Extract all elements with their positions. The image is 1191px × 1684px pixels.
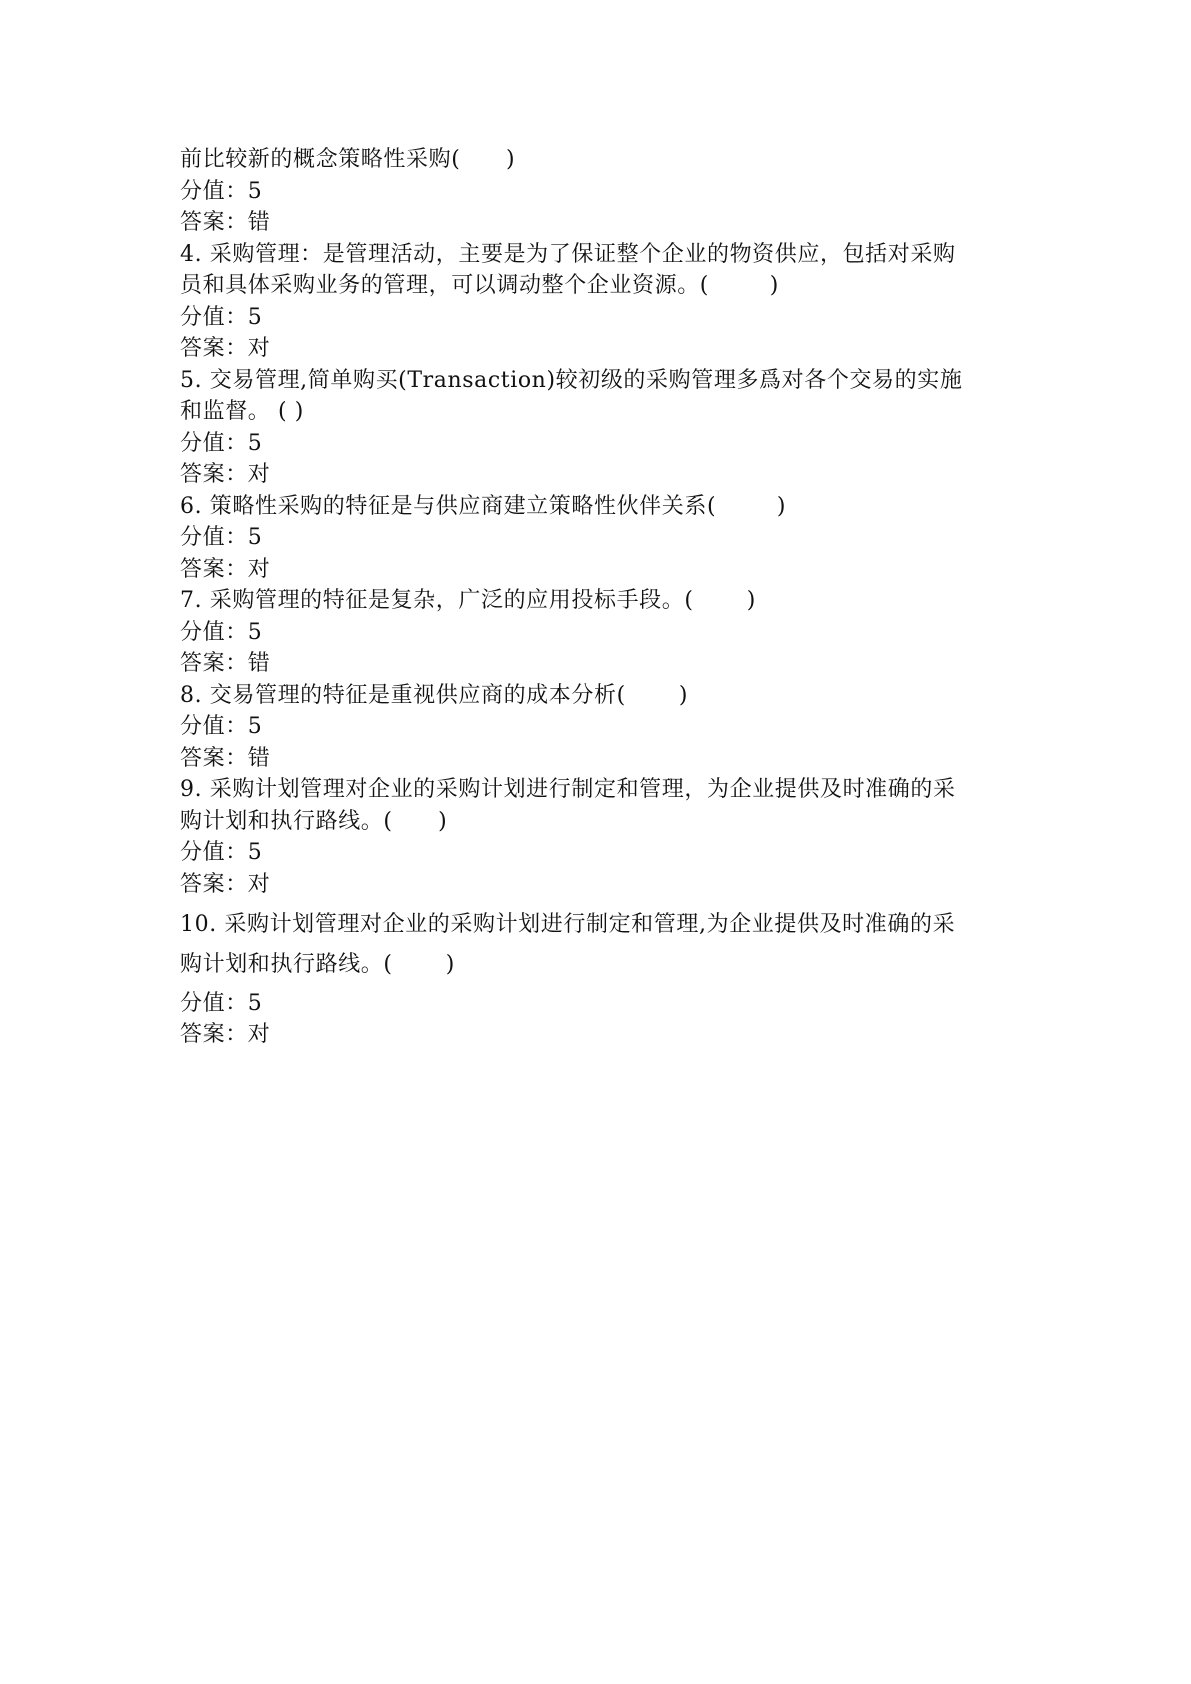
answer-line: 答案：对 [180,556,271,582]
question-text: 8. 交易管理的特征是重视供应商的成本分析( ) [180,682,689,708]
question-text: 9. 采购计划管理对企业的采购计划进行制定和管理，为企业提供及时准确的采 [180,777,956,802]
question-8 [180,680,1020,775]
answer-line: 答案：对 [180,462,271,487]
document-body [180,144,1020,1051]
question-text: 7. 采购管理的特征是复杂，广泛的应用投标手段。( ) [180,588,756,613]
score-line: 分值：5 [180,619,263,645]
score-line: 分值：5 [180,525,263,550]
score-line: 分值：5 [180,840,263,865]
question-text: 和监督。 ( ) [180,399,304,424]
answer-line: 答案：错 [180,745,271,771]
question-text: 6. 策略性采购的特征是与供应商建立策略性伙伴关系( ) [180,493,787,519]
question-6 [180,491,1020,586]
question-10 [180,909,1020,1051]
question-7 [180,585,1020,680]
question-text: 10. 采购计划管理对企业的采购计划进行制定和管理,为企业提供及时准确的采 [180,912,956,937]
answer-line: 答案：错 [180,210,271,235]
answer-line: 答案：对 [180,336,271,361]
score-line: 分值：5 [180,990,263,1016]
score-line: 分值：5 [180,430,263,456]
question-text: 购计划和执行路线。( ) [180,808,448,834]
score-line: 分值：5 [180,304,263,330]
question-9 [180,774,1020,900]
question-text: 5. 交易管理,简单购买(Transaction)较初级的采购管理多爲对各个交易的实施 [180,367,963,393]
question-5 [180,365,1020,491]
score-line: 分值：5 [180,714,263,739]
answer-line: 答案：对 [180,871,271,897]
question-4 [180,239,1020,365]
question-text: 购计划和执行路线。( ) [180,951,455,977]
question-text: 员和具体采购业务的管理，可以调动整个企业资源。( ) [180,273,779,298]
score-line: 分值：5 [180,178,263,204]
answer-line: 答案：错 [180,651,271,676]
question-text: 前比较新的概念策略性采购( ) [180,147,516,172]
answer-line: 答案：对 [180,1022,271,1047]
question-text: 4. 采购管理：是管理活动，主要是为了保证整个企业的物资供应，包括对采购 [180,241,956,267]
intro-block [180,144,1020,239]
